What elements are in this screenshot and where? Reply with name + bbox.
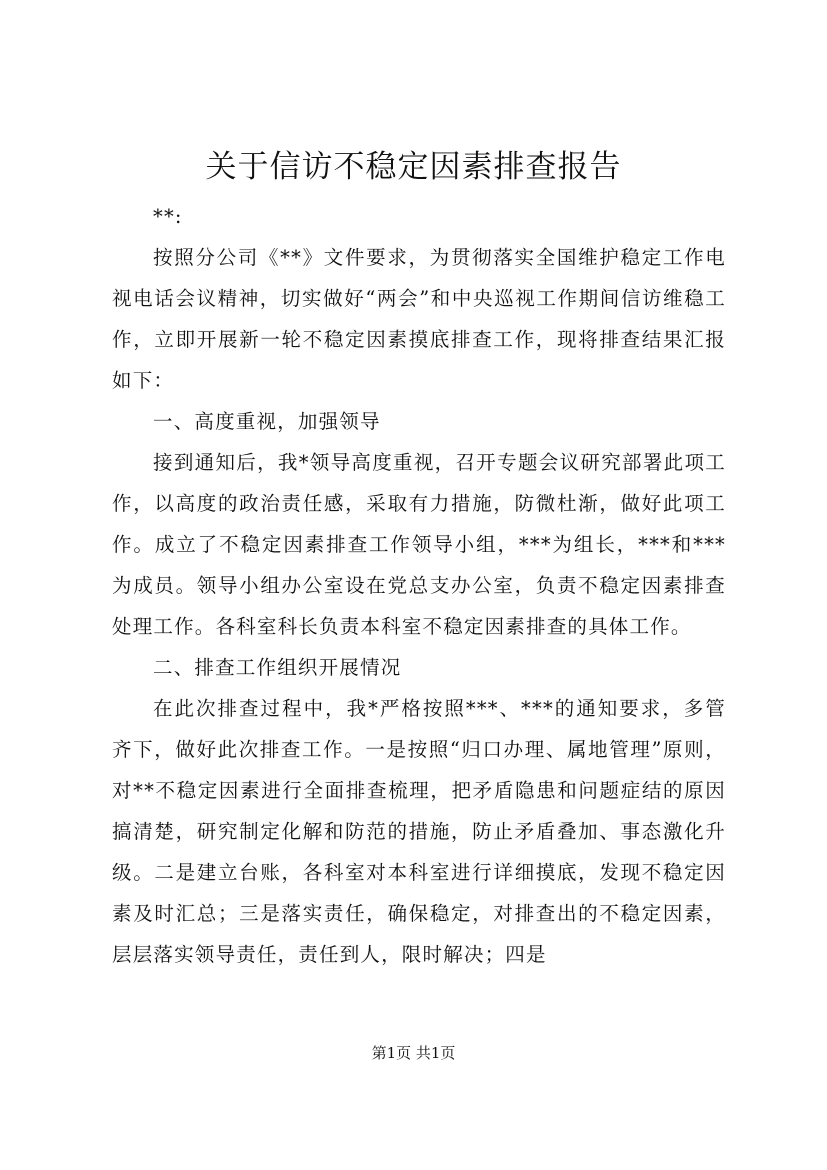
paragraph-intro: 按照分公司《**》文件要求，为贯彻落实全国维护稳定工作电视电话会议精神，切实做好“两会”和中央巡视工作期间信访维稳工作，立即开展新一轮不稳定因素摸底排查工作，现将排查结果汇报如下： bbox=[112, 246, 726, 392]
salutation: **: bbox=[153, 205, 183, 228]
document-body bbox=[112, 196, 726, 975]
section-heading-1: 一、高度重视，加强领导 bbox=[153, 410, 381, 433]
paragraph-section-1: 接到通知后，我*领导高度重视，召开专题会议研究部署此项工作，以高度的政治责任感，采取有力措施，防微杜渐，做好此项工作。成立了不稳定因素排查工作领导小组，***为组长，***和***为成员。领导小组办公室设在党总支办公室，负责不稳定因素排查处理工作。各科室科长负责本科室不稳定因素排查的具体工作。 bbox=[112, 451, 726, 638]
paragraph-section-2: 在此次排查过程中，我*严格按照***、***的通知要求，多管齐下，做好此次排查工作。一是按照“归口办理、属地管理”原则，对**不稳定因素进行全面排查梳理，把矛盾隐患和问题症结的原因搞清楚，研究制定化解和防范的措施，防止矛盾叠加、事态激化升级。二是建立台账，各科室对本科室进行详细摸底，发现不稳定因素及时汇总；三是落实责任，确保稳定，对排查出的不稳定因素，层层落实领导责任，责任到人，限时解决；四是 bbox=[112, 697, 726, 966]
page-footer: 第1页 共1页 bbox=[371, 1044, 456, 1062]
document-title: 关于信访不稳定因素排查报告 bbox=[205, 149, 622, 185]
section-heading-2: 二、排查工作组织开展情况 bbox=[153, 656, 402, 679]
